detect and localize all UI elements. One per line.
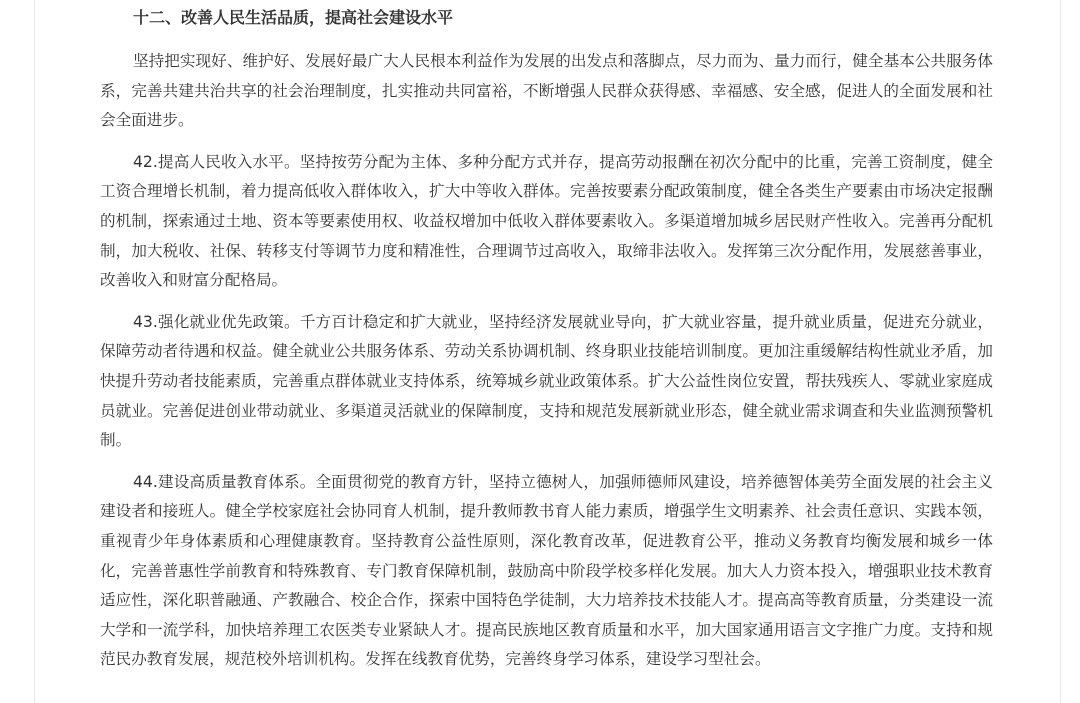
left-border-line	[34, 0, 35, 703]
article-body	[100, 5, 993, 687]
paragraph-intro: 坚持把实现好、维护好、发展好最广大人民根本利益作为发展的出发点和落脚点，尽力而为、量力而行，健全基本公共服务体系，完善共建共治共享的社会治理制度，扎实推动共同富裕，不断增强人民群众获得感、幸福感、安全感，促进人的全面发展和社会全面进步。	[100, 52, 993, 130]
section-heading: 十二、改善人民生活品质，提高社会建设水平	[133, 8, 454, 27]
right-border-line	[1060, 0, 1061, 703]
paragraph-42-income: 42.提高人民收入水平。坚持按劳分配为主体、多种分配方式并存，提高劳动报酬在初次分配中的比重，完善工资制度，健全工资合理增长机制，着力提高低收入群体收入，扩大中等收入群体。完善按要素分配政策制度，健全各类生产要素由市场决定报酬的机制，探索通过土地、资本等要素使用权、收益权增加中低收入群体要素收入。多渠道增加城乡居民财产性收入。完善再分配机制，加大税收、社保、转移支付等调节力度和精准性，合理调节过高收入，取缔非法收入。发挥第三次分配作用，发展慈善事业，改善收入和财富分配格局。	[100, 152, 993, 290]
paragraph-43-employment: 43.强化就业优先政策。千方百计稳定和扩大就业，坚持经济发展就业导向，扩大就业容量，提升就业质量，促进充分就业，保障劳动者待遇和权益。健全就业公共服务体系、劳动关系协调机制、终身职业技能培训制度。更加注重缓解结构性就业矛盾，加快提升劳动者技能素质，完善重点群体就业支持体系，统筹城乡就业政策体系。扩大公益性岗位安置，帮扶残疾人、零就业家庭成员就业。完善促进创业带动就业、多渠道灵活就业的保障制度，支持和规范发展新就业形态，健全就业需求调查和失业监测预警机制。	[100, 312, 993, 450]
paragraph-44-education: 44.建设高质量教育体系。全面贯彻党的教育方针，坚持立德树人，加强师德师风建设，培养德智体美劳全面发展的社会主义建设者和接班人。健全学校家庭社会协同育人机制，提升教师教书育人能力素质，增强学生文明素养、社会责任意识、实践本领，重视青少年身体素质和心理健康教育。坚持教育公益性原则，深化教育改革，促进教育公平，推动义务教育均衡发展和城乡一体化，完善普惠性学前教育和特殊教育、专门教育保障机制，鼓励高中阶段学校多样化发展。加大人力资本投入，增强职业技术教育适应性，深化职普融通、产教融合、校企合作，探索中国特色学徒制，大力培养技术技能人才。提高高等教育质量，分类建设一流大学和一流学科，加快培养理工农医类专业紧缺人才。提高民族地区教育质量和水平，加大国家通用语言文字推广力度。支持和规范民办教育发展，规范校外培训机构。发挥在线教育优势，完善终身学习体系，建设学习型社会。	[100, 472, 993, 669]
